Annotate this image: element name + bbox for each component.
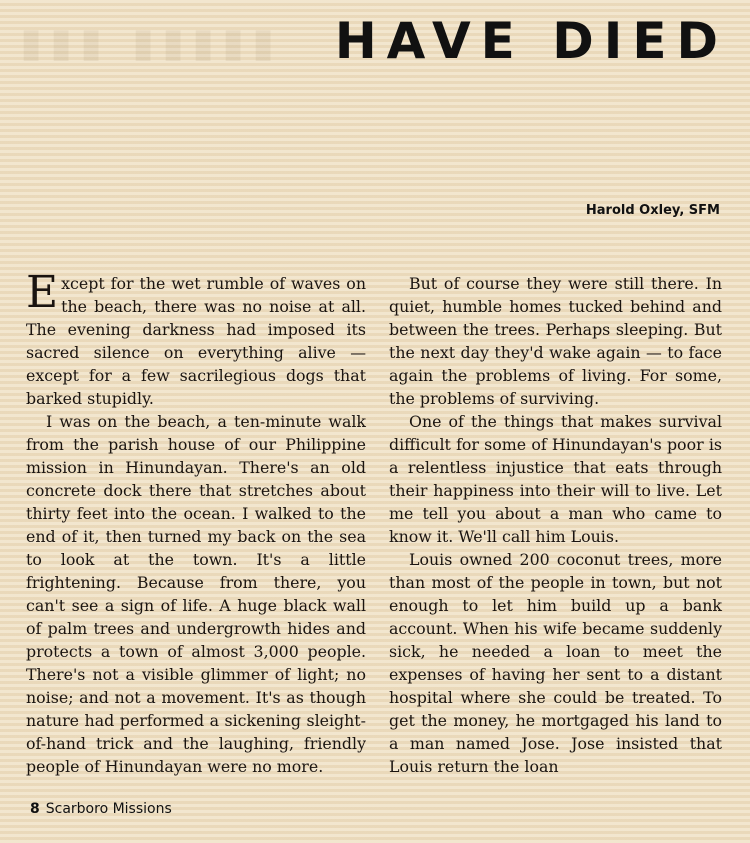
publication-name: Scarboro Missions xyxy=(45,801,172,817)
drop-cap: E xyxy=(26,267,59,318)
paragraph: But of course they were still there. In quiet, humble homes tucked behind and between the trees. Perhaps sleeping. But the next day they'd wake again — to face again the problems of living. For some, the problems of surviving. xyxy=(389,274,722,408)
article-column-left xyxy=(26,267,366,778)
paragraph: Louis owned 200 coconut trees, more than most of the people in town, but not enough to let him build up a bank account. When his wife became suddenly sick, he needed a loan to meet the expenses of having her sent to a distant hospital where she could be treated. To get the money, he mortgaged his land to a man named Jose. Jose insisted that Louis return the loan xyxy=(389,550,722,776)
article-title: HAVE DIED xyxy=(334,12,728,70)
paragraph: I was on the beach, a ten-minute walk from the parish house of our Philippine mission in Hinundayan. There's an old concrete dock there that stretches about thirty feet into the ocean. I walked to the end of it, then turned my back on the sea to look at the town. It's a little frightening. Because from there, you can't see a sign of life. A huge black wall of palm trees and undergrowth hides and protects a town of almost 3,000 people. There's not a visible glimmer of light; no noise; and not a movement. It's as though nature had performed a sickening sleight-of-hand trick and the laughing, friendly people of Hinundayan were no more. xyxy=(26,412,366,776)
article-column-right xyxy=(389,272,722,778)
page-number: 8 xyxy=(30,801,40,817)
author-byline: Harold Oxley, SFM xyxy=(585,203,720,218)
paragraph: One of the things that makes survival difficult for some of Hinundayan's poor is a relentless injustice that eats through their happiness into their will to live. Let me tell you about a man who came to know it. We'll call him Louis. xyxy=(389,412,722,546)
page-footer xyxy=(30,801,172,817)
background-watermark: ▮▮▮ ▮▮▮▮▮ xyxy=(20,20,283,66)
paragraph: Except for the wet rumble of waves on the beach, there was no noise at all. The evening darkness had imposed its sacred silence on everything alive — except for a few sacrilegious dogs that barked stupidly. xyxy=(26,267,366,408)
